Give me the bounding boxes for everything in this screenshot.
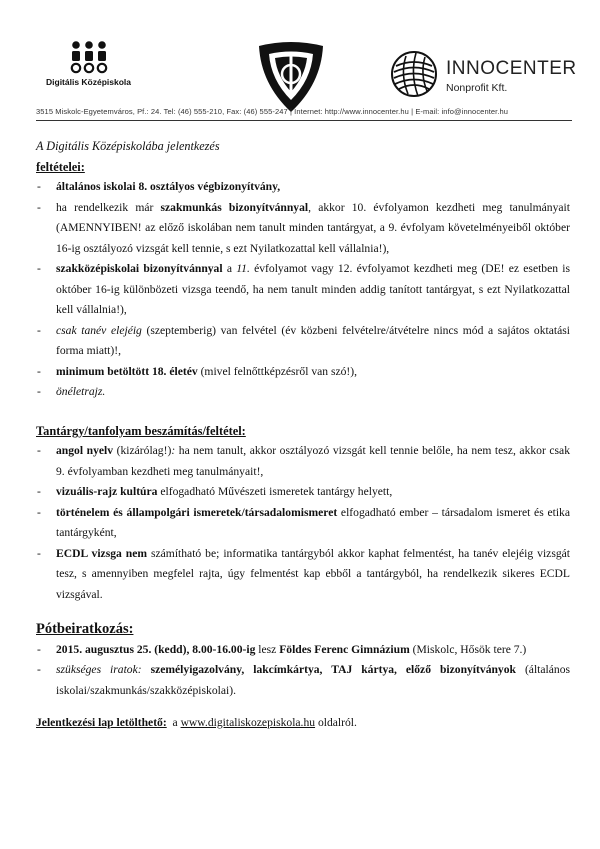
- condition-text: évfolyamot vagy 12. évfolyamot kezdheti meg (DE! ez esetben is október 16-ig különbözeti vizsga teendő, ha nem tanult minden addig tanított tantárgyat, s ezt Nyilatkozattal kell vállalnia!),: [56, 262, 571, 316]
- list-item: [36, 382, 570, 403]
- download-text: oldalról.: [315, 716, 357, 729]
- credit-text: ha nem tanult, akkor osztályozó vizsgát kell tennie belőle, ha nem tesz, akkor csak 9. évfolyamban kezdheti meg tanulmányait!,: [56, 444, 570, 478]
- supplementary-text: :: [137, 663, 151, 676]
- download-text: a: [166, 716, 181, 729]
- spacer: [36, 403, 570, 421]
- download-line: [36, 713, 570, 734]
- condition-text: (mivel felnőttképzésről van szó!),: [197, 364, 358, 378]
- condition-italic: 11.: [236, 262, 250, 275]
- supplementary-list: [36, 640, 570, 702]
- credits-list: [36, 441, 570, 605]
- supplementary-emphasis: 2015. augusztus 25. (kedd), 8.00-16.00-ig: [56, 642, 256, 656]
- credits-heading: Tantárgy/tanfolyam beszámítás/feltétel:: [36, 423, 246, 438]
- condition-emphasis: minimum betöltött 18. életév: [56, 364, 198, 378]
- condition-emphasis: szakközépiskolai bizonyítvánnyal: [56, 262, 223, 275]
- list-item: [36, 362, 570, 383]
- spacer: [36, 605, 570, 619]
- supplementary-text: lesz: [255, 642, 280, 656]
- list-item: [36, 198, 570, 260]
- list-item: [36, 640, 570, 661]
- supplementary-italic: szükséges iratok: [56, 663, 138, 676]
- condition-text: (szeptemberig) van felvétel (év közbeni felvételre/átvételre nincs mód a sajátos oktatási forma miatt)!,: [56, 323, 570, 357]
- list-item: [36, 482, 570, 503]
- condition-italic: önéletrajz.: [56, 385, 106, 398]
- list-item: [36, 503, 570, 544]
- list-item: [36, 259, 570, 321]
- supplementary-emphasis: személyigazolvány, lakcímkártya, TAJ kártya, előző bizonyítványok: [150, 663, 516, 676]
- list-item: [36, 544, 570, 606]
- left-logo-caption: Digitális Középiskola: [46, 77, 132, 87]
- credit-emphasis: vizuális-rajz kultúra: [56, 485, 158, 498]
- credit-emphasis: történelem és állampolgári ismeretek/társadalomismeret: [56, 505, 338, 519]
- credit-italic: :: [171, 444, 176, 457]
- supplementary-heading: Pótbeiratkozás:: [36, 621, 134, 637]
- condition-emphasis: szakmunkás bizonyítvánnyal: [160, 200, 309, 214]
- download-label: Jelentkezési lap letölthető:: [36, 716, 167, 729]
- supplementary-text: (általános iskolai/szakmunkás/szakközépiskolai).: [56, 663, 571, 697]
- digitalis-kozepiskola-logo: [44, 40, 134, 87]
- credit-text: számítható be; informatika tantárgyból akkor kaphat felmentést, ha tanév elejéig vizsgát tesz, s amennyiben megfelel rajta, úgy felmentést kap ebből a tantárgyból, ha rendelkezik sikeres ECDL vizsgával.: [56, 546, 570, 601]
- innocenter-brand-name: INNOCENTER: [446, 58, 577, 79]
- shield-icon: [255, 40, 327, 116]
- contact-address-line: 3515 Miskolc-Egyetemváros, Pf.: 24. Tel: (46) 555-210, Fax: (46) 555-247 | Internet: http://www.innocenter.hu | E-mail: info@innocenter.hu: [36, 107, 509, 116]
- intro-title: A Digitális Középiskolába jelentkezés: [36, 139, 220, 153]
- website-link[interactable]: www.digitaliskozepiskola.hu: [180, 716, 316, 729]
- condition-text: , akkor 10. évfolyamon kezdheti meg tanulmányait (AMENNYIBEN! az előző iskolában nem tanult minden tantárgyat, a 9. évfolyam követelményeiből október 16-ig osztályozó vizsgát kell tennie, s ezt Nyilatkozattal kell vállalnia!),: [56, 200, 570, 255]
- supplementary-text: (Miskolc, Hősök tere 7.): [409, 642, 527, 656]
- condition-text: a: [222, 262, 237, 275]
- credit-text: elfogadható Művészeti ismeretek tantárgy helyett,: [157, 485, 393, 498]
- credit-text: (kizárólag!): [113, 444, 172, 457]
- condition-italic: csak tanév elejéig: [56, 323, 142, 337]
- header-divider: [36, 120, 572, 121]
- list-item: [36, 660, 570, 701]
- list-item: [36, 177, 570, 198]
- supplementary-emphasis: Földes Ferenc Gimnázium: [279, 642, 410, 656]
- innocenter-logo: [390, 50, 580, 110]
- innocenter-brand-subtitle: Nonprofit Kft.: [446, 82, 508, 94]
- spacer: [36, 701, 570, 713]
- credit-emphasis: ECDL vizsga nem: [56, 546, 148, 560]
- globe-icon: [390, 50, 438, 98]
- letterhead: [0, 0, 600, 120]
- people-grid-icon: [67, 40, 111, 74]
- conditions-list: [36, 177, 570, 403]
- condition-text: általános iskolai 8. osztályos végbizonyítvány,: [56, 180, 281, 193]
- credit-text: elfogadható ember – társadalom ismeret és etika tantárgyként,: [56, 505, 570, 539]
- list-item: [36, 441, 570, 482]
- conditions-heading: feltételei:: [36, 159, 85, 174]
- list-item: [36, 321, 570, 362]
- document-body: [36, 136, 570, 734]
- condition-text: ha rendelkezik már: [56, 200, 161, 214]
- credit-emphasis: angol nyelv: [56, 444, 114, 457]
